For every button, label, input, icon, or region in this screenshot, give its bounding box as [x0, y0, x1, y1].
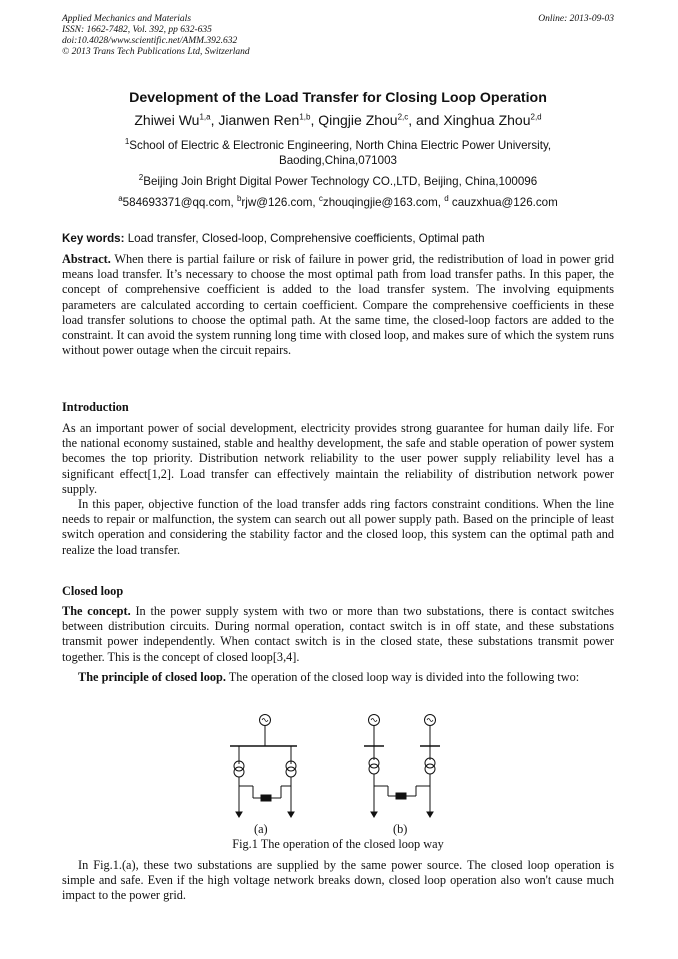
- author-sup: 1,b: [299, 112, 311, 122]
- copyright: © 2013 Trans Tech Publications Ltd, Switzerland: [62, 47, 250, 57]
- author-sup: 2,c: [397, 112, 409, 122]
- email: cauzxhua@126.com: [448, 196, 558, 209]
- introduction-body: [62, 421, 614, 558]
- affiliation-sup: 2: [138, 173, 144, 183]
- email: rjw@126.com,: [241, 196, 319, 209]
- introduction-heading: Introduction: [62, 400, 129, 414]
- journal-header: [62, 14, 250, 58]
- keywords-label: Key words:: [62, 232, 125, 245]
- author-name: Qingjie Zhou: [318, 112, 398, 128]
- figure-caption: Fig.1 The operation of the closed loop way: [232, 837, 444, 851]
- email-sup: b: [236, 194, 242, 204]
- issn: ISSN: 1662-7482, Vol. 392, pp 632-635: [62, 25, 212, 35]
- author-list: [62, 112, 614, 128]
- affiliation-2: [62, 174, 614, 189]
- author-name: Jianwen Ren: [218, 112, 300, 128]
- keywords-text: Load transfer, Closed-loop, Comprehensive coefficients, Optimal path: [124, 232, 485, 245]
- affiliation-sup: 1: [124, 137, 130, 147]
- keywords: [62, 232, 485, 245]
- online-date: Online: 2013-09-03: [538, 14, 614, 24]
- email-sup: d: [444, 194, 449, 204]
- paragraph: In this paper, objective function of the load transfer adds ring factors constraint conditions. When the line needs to repair or malfunction, the system can search out all power supply path. Based on the principle of least switch operation and considering the stability factor and the closed loop, this system can the optimal path and realize the load transfer.: [62, 497, 614, 557]
- final-paragraph: In Fig.1.(a), these two substations are supplied by the same power source. The closed loop operation is simple and safe. Even if the high voltage network breaks down, closed loop operation also won't cause much impact to the power grid.: [62, 858, 614, 903]
- email: 584693371@qq.com,: [122, 196, 237, 209]
- figure-label-a: (a): [254, 822, 268, 836]
- affiliation-text: School of Electric & Electronic Engineering, North China Electric Power University,: [129, 139, 552, 152]
- author-sep: , and: [408, 112, 444, 128]
- closed-loop-heading: Closed loop: [62, 584, 124, 598]
- author-name: Xinghua Zhou: [443, 112, 531, 128]
- paper-title: Development of the Load Transfer for Closing Loop Operation: [129, 90, 547, 106]
- concept-text: In the power supply system with two or more than two substations, there is contact switches between distribution circuits. During normal operation, contact switch is in off state, and these substations transmit power independently. When contact switch is in the closed state, these substations transmit power together. This is the concept of closed loop[3,4].: [62, 604, 614, 664]
- email-list: [62, 195, 614, 210]
- figure-b-diagram: [358, 712, 448, 820]
- closed-loop-body: [62, 604, 614, 687]
- affiliation-1: [62, 138, 614, 168]
- tie-switch: [396, 793, 406, 799]
- abstract-label: Abstract.: [62, 252, 111, 266]
- affiliation-text: Beijing Join Bright Digital Power Technology CO.,LTD, Beijing, China,100096: [143, 175, 538, 188]
- principle-text: The operation of the closed loop way is divided into the following two:: [225, 669, 580, 684]
- figure-a-diagram: [225, 712, 315, 820]
- author-sep: ,: [210, 112, 219, 128]
- figure-label-b: (b): [393, 822, 408, 836]
- doi: doi:10.4028/www.scientific.net/AMM.392.632: [62, 36, 238, 46]
- abstract-text: When there is partial failure or risk of failure in power grid, the redistribution of load in power grid means load transfer. It’s necessary to choose the most optimal path from load transfer paths. In this paper, the concept of comprehensive coefficient is added to the load transfer system. The involving equipments parameters are calculated according to certain coefficient. Compare the comprehensive coefficients in these load transfer solutions to choose the optimal path. At the same time, the closed-loop factors are added to the constraint. It can avoid the system running long time with closed loop, and makes sure of which the system runs without power outage when the circuit repairs.: [62, 252, 614, 358]
- author-sup: 2,d: [530, 112, 542, 122]
- journal-name: Applied Mechanics and Materials: [62, 14, 192, 24]
- principle-label: The principle of closed loop.: [78, 669, 226, 684]
- tie-switch: [261, 795, 271, 801]
- email-sup: c: [318, 194, 323, 204]
- email: zhouqingjie@163.com,: [322, 196, 445, 209]
- email-sup: a: [118, 194, 123, 204]
- affiliation-text: Baoding,China,071003: [279, 154, 397, 167]
- abstract: [62, 252, 614, 358]
- author-sep: ,: [310, 112, 319, 128]
- author-sup: 1,a: [199, 112, 211, 122]
- concept-label: The concept.: [62, 604, 131, 618]
- author-name: Zhiwei Wu: [134, 112, 200, 128]
- paragraph: As an important power of social development, electricity provides strong guarantee for human daily life. For the national economy sustained, stable and healthy development, the safe and stable operation of power system becomes the top priority. Distribution network reliability to the user power supply reliability level has a significant effect[1,2]. Load transfer can effectively maintain the reliability of distribution network power supply.: [62, 421, 614, 496]
